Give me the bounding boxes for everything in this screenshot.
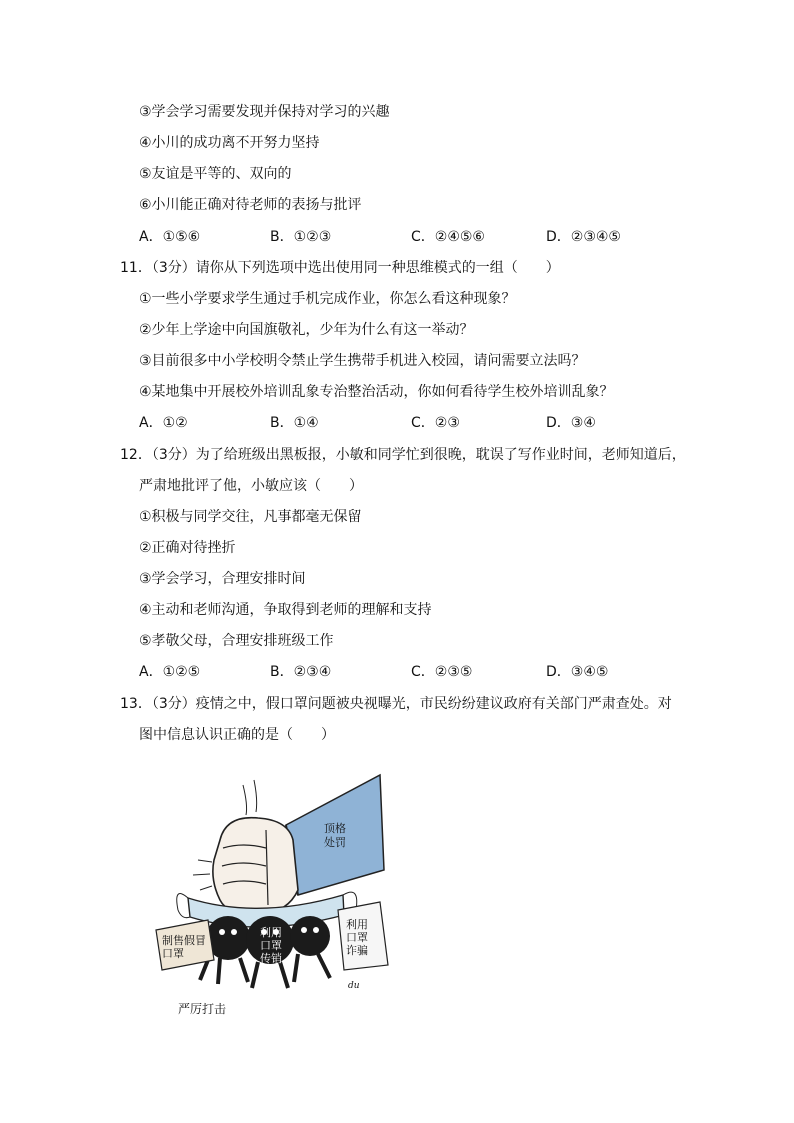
q11-item-2: ②少年上学途中向国旗敬礼，少年为什么有这一举动？	[139, 322, 474, 338]
sign-right-label: 利用口罩诈骗	[346, 918, 368, 957]
q12-option-b[interactable]: B．②③④	[270, 664, 332, 680]
q10-option-a[interactable]: A．①⑤⑥	[139, 229, 201, 245]
q11-option-b[interactable]: B．①④	[270, 415, 319, 431]
q12-item-5: ⑤孝敬父母，合理安排班级工作	[139, 633, 334, 649]
q11-item-3: ③目前很多中小学校明令禁止学生携带手机进入校园，请问需要立法吗？	[139, 353, 586, 369]
q12-item-3: ③学会学习，合理安排时间	[139, 571, 306, 587]
q11-option-a[interactable]: A．①②	[139, 415, 188, 431]
q12-option-d[interactable]: D．③④⑤	[546, 664, 609, 680]
q10-option-c[interactable]: C．②④⑤⑥	[411, 229, 485, 245]
q10-item-5: ⑤友谊是平等的、双向的	[139, 166, 292, 182]
q12-stem-line-2: 严肃地批评了他，小敏应该（ ）	[139, 478, 363, 494]
q12-stem-line-1: 12．（3分）为了给班级出黑板报，小敏和同学忙到很晚，耽误了写作业时间，老师知道后，	[120, 447, 686, 463]
q12-item-2: ②正确对待挫折	[139, 540, 236, 556]
fist	[213, 818, 298, 915]
sign-left-label: 制售假冒口罩	[162, 934, 206, 960]
q11-option-d[interactable]: D．③④	[546, 415, 596, 431]
q10-option-d[interactable]: D．②③④⑤	[546, 229, 621, 245]
q12-item-4: ④主动和老师沟通，争取得到老师的理解和支持	[139, 602, 432, 618]
q13-stem-line-1: 13．（3分）疫情之中，假口罩问题被央视曝光，市民纷纷建议政府有关部门严肃查处。对	[120, 696, 672, 712]
q12-option-c[interactable]: C．②③⑤	[411, 664, 473, 680]
q13-stem-line-2: 图中信息认识正确的是（ ）	[139, 727, 335, 743]
q10-option-b[interactable]: B．①②③	[270, 229, 332, 245]
q10-item-3: ③学会学习需要发现并保持对学习的兴趣	[139, 104, 390, 120]
cartoon-illustration	[148, 770, 398, 1000]
q12-item-1: ①积极与同学交往，凡事都毫无保留	[139, 509, 362, 525]
sleeve	[286, 775, 384, 895]
q11-stem: 11．（3分）请你从下列选项中选出使用同一种思维模式的一组（ ）	[120, 260, 560, 276]
cartoon-signature: du	[348, 981, 360, 991]
sign-middle-label: 利用口罩传销	[260, 926, 282, 965]
cartoon-caption: 严厉打击	[178, 1002, 227, 1016]
sleeve-label: 顶格处罚	[324, 822, 346, 849]
q12-option-a[interactable]: A．①②⑤	[139, 664, 201, 680]
q10-item-4: ④小川的成功离不开努力坚持	[139, 135, 320, 151]
q11-item-4: ④某地集中开展校外培训乱象专治整治活动，你如何看待学生校外培训乱象？	[139, 384, 614, 400]
q10-item-6: ⑥小川能正确对待老师的表扬与批评	[139, 197, 362, 213]
q11-item-1: ①一些小学要求学生通过手机完成作业，你怎么看这种现象？	[139, 291, 516, 307]
q11-option-c[interactable]: C．②③	[411, 415, 460, 431]
